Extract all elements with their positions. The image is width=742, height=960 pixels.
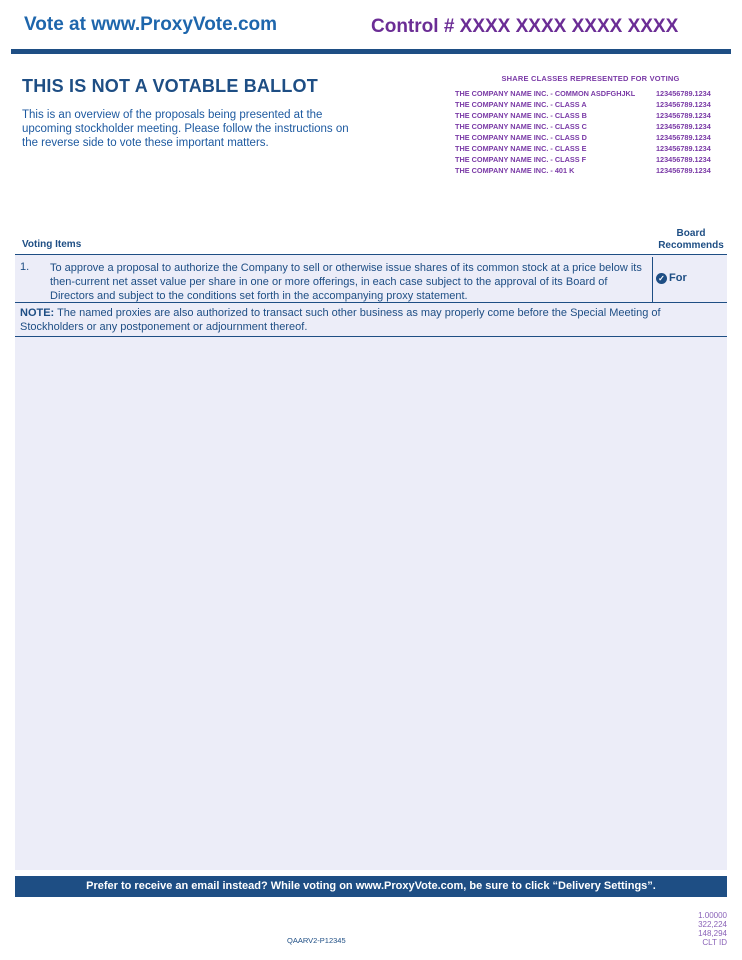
voting-items-header: Voting Items — [22, 239, 82, 250]
job-code: QAARV2-P12345 — [287, 936, 346, 945]
header-rule — [11, 49, 731, 54]
note-body: The named proxies are also authorized to transact such other business as may properly come before the Special Meeting of Stockholders or any postponement or adjournment thereof. — [20, 307, 661, 333]
share-class-number: 123456789.1234 — [656, 144, 711, 153]
share-classes-list — [455, 88, 725, 176]
tracking-code: 1.00000 — [698, 911, 727, 920]
share-class-row — [455, 143, 725, 154]
share-class-number: 123456789.1234 — [656, 89, 711, 98]
share-class-number: 123456789.1234 — [656, 122, 711, 131]
tracking-code: 322,224 — [698, 920, 727, 929]
board-recommendation — [656, 272, 687, 284]
share-class-number: 123456789.1234 — [656, 166, 711, 175]
vote-url-heading: Vote at www.ProxyVote.com — [24, 14, 278, 35]
item-text: To approve a proposal to authorize the Company to sell or otherwise issue shares of its common stock at a price below its then-current net asset value per share in one or more offerings, in each case subject to the approval of its Board of Directors and subject to the conditions set forth in the accompanying proxy statement. — [50, 262, 642, 302]
share-class-row — [455, 121, 725, 132]
share-class-row — [455, 132, 725, 143]
control-number: Control # XXXX XXXX XXXX XXXX — [371, 16, 679, 37]
share-class-row — [455, 88, 725, 99]
tracking-code: 148,294 — [698, 929, 727, 938]
share-class-row — [455, 110, 725, 121]
share-class-name: THE COMPANY NAME INC. - CLASS A — [455, 100, 587, 109]
tracking-codes — [650, 911, 727, 947]
share-class-name: THE COMPANY NAME INC. - CLASS E — [455, 144, 587, 153]
share-class-name: THE COMPANY NAME INC. - CLASS C — [455, 122, 587, 131]
note-label: NOTE: — [20, 307, 55, 319]
email-delivery-banner: Prefer to receive an email instead? While voting on www.ProxyVote.com, be sure to click “Delivery Settings”. — [15, 876, 727, 897]
tracking-code: CLT ID — [702, 938, 727, 947]
share-class-name: THE COMPANY NAME INC. - 401 K — [455, 166, 575, 175]
share-class-name: THE COMPANY NAME INC. - CLASS F — [455, 155, 587, 164]
column-divider — [652, 257, 653, 302]
board-label: Board — [676, 228, 706, 239]
note-divider — [15, 336, 727, 337]
check-circle-icon: ✓ — [656, 273, 667, 284]
board-recommends-header — [652, 228, 730, 252]
item-number: 1. — [20, 261, 30, 273]
intro-text: This is an overview of the proposals being presented at the upcoming stockholder meeting. Please follow the instructions on the reverse side to vote these important matters. — [22, 109, 349, 149]
share-class-name: THE COMPANY NAME INC. - CLASS B — [455, 111, 587, 120]
share-class-name: THE COMPANY NAME INC. - CLASS D — [455, 133, 587, 142]
share-class-number: 123456789.1234 — [656, 155, 711, 164]
recommendation-label: For — [669, 272, 687, 284]
share-class-row — [455, 99, 725, 110]
voting-items-panel — [15, 254, 727, 870]
note-text — [20, 306, 720, 334]
share-class-name: THE COMPANY NAME INC. - COMMON ASDFGHJKL — [455, 89, 636, 98]
share-class-row — [455, 154, 725, 165]
table-row — [15, 257, 727, 303]
share-class-number: 123456789.1234 — [656, 133, 711, 142]
recommends-label: Recommends — [658, 240, 724, 251]
share-class-row — [455, 165, 725, 176]
page-title: THIS IS NOT A VOTABLE BALLOT — [22, 76, 318, 96]
share-class-number: 123456789.1234 — [656, 100, 711, 109]
share-classes-heading: SHARE CLASSES REPRESENTED FOR VOTING — [501, 74, 680, 83]
share-class-number: 123456789.1234 — [656, 111, 711, 120]
